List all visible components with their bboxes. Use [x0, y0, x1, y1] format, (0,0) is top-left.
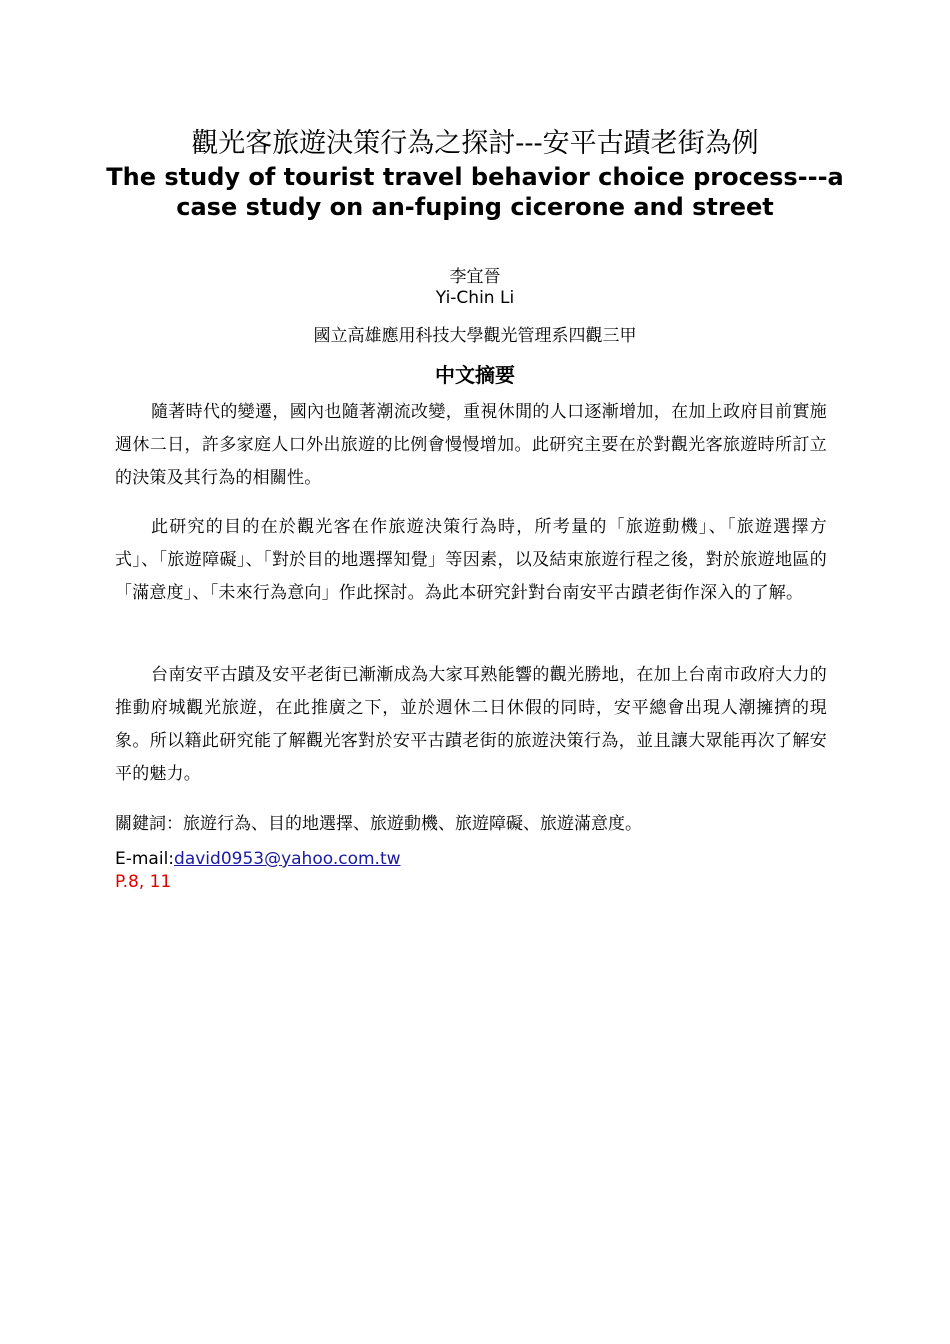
title-chinese: 觀光客旅遊決策行為之探討---安平古蹟老街為例 — [191, 128, 759, 159]
abstract-heading: 中文摘要 — [435, 363, 515, 387]
title-english: The study of tourist travel behavior choice process---a case study on an-fuping cicerone and street — [106, 163, 844, 221]
page-reference: P.8, 11 — [115, 872, 172, 892]
email-label: E-mail: — [115, 849, 175, 869]
email-link[interactable]: david0953@yahoo.com.tw — [174, 849, 401, 869]
author-name-chinese: 李宜晉 — [449, 267, 501, 287]
abstract-paragraph-3: 台南安平古蹟及安平老街已漸漸成為大家耳熟能響的觀光勝地，在加上台南市政府大力的推動府城觀光旅遊，在此推廣之下，並於週休二日休假的同時，安平總會出現人潮擁擠的現象。所以籍此研究能了解觀光客對於安平古蹟老街的旅遊決策行為，並且讓大眾能再次了解安平的魅力。 — [115, 665, 827, 784]
keywords-line: 關鍵詞：旅遊行為、目的地選擇、旅遊動機、旅遊障礙、旅遊滿意度。 — [115, 814, 642, 834]
abstract-paragraph-1: 隨著時代的變遷，國內也隨著潮流改變，重視休閒的人口逐漸增加，在加上政府目前實施週休二日，許多家庭人口外出旅遊的比例會慢慢增加。此研究主要在於對觀光客旅遊時所訂立的決策及其行為的相關性。 — [115, 402, 827, 488]
author-name-english: Yi-Chin Li — [435, 288, 515, 308]
abstract-paragraph-2: 此研究的目的在於觀光客在作旅遊決策行為時，所考量的「旅遊動機」、「旅遊選擇方式」、「旅遊障礙」、「對於目的地選擇知覺」等因素，以及結束旅遊行程之後，對於旅遊地區的「滿意度」、「未來行為意向」作此探討。為此本研究針對台南安平古蹟老街作深入的了解。 — [115, 517, 827, 603]
author-affiliation: 國立高雄應用科技大學觀光管理系四觀三甲 — [313, 326, 637, 346]
email-line — [115, 848, 827, 870]
